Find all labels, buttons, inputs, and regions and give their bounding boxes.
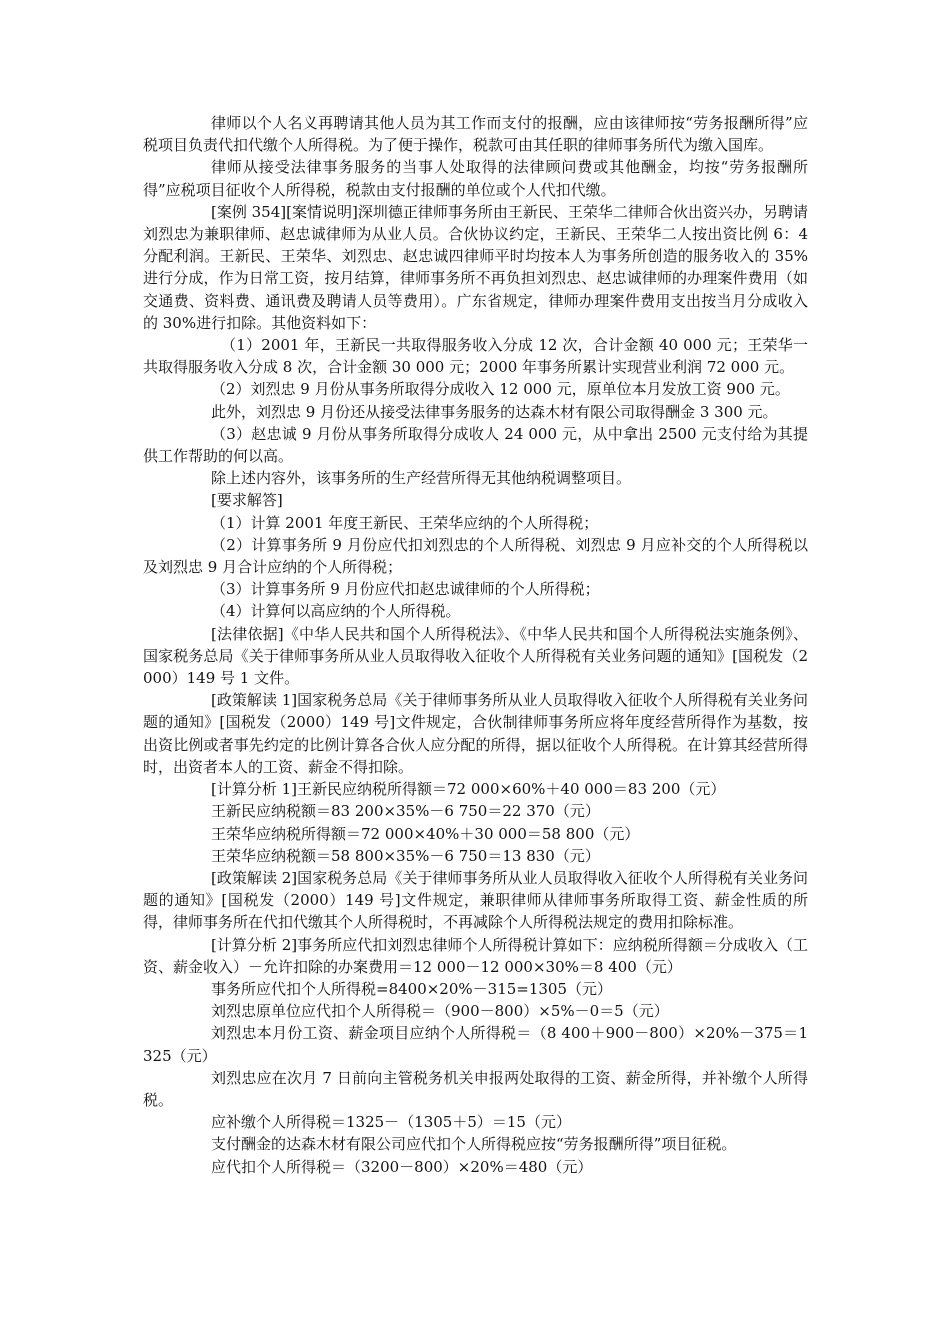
calculation-line: 王新民应纳税额＝83 200×35%－6 750＝22 370（元） [211, 802, 600, 821]
calculation-line: [计算分析 1]王新民应纳税所得额＝72 000×60%＋40 000＝83 200（元） [211, 780, 726, 799]
calculation-line: 事务所应代扣个人所得税=8400×20%－315=1305（元） [211, 979, 613, 998]
section-heading: [要求解答] [211, 491, 283, 510]
calculation-line: 王荣华应纳税所得额＝72 000×40%＋30 000＝58 800（元） [211, 824, 640, 843]
case-description-paragraph: [案例 354][案情说明]深圳德正律师事务所由王新民、王荣华二律师合伙出资兴办，另聘请刘烈忠为兼职律师、赵忠诚律师为从业人员。合伙协议约定，王新民、王荣华二人按出资比例 6：4 分配利润。王新民、王荣华、刘烈忠、赵忠诚四律师平时均按本人为事务所创造的服务收入的 35%进行分成，作为日常工资，按月结算，律师事务所不再负担刘烈忠、赵忠诚律师的办理案件费用（如交通费、资料费、通讯费及聘请人员等费用）。广东省规定，律师办理案件费用支出按当月分成收入的 30%进行扣除。其他资料如下： [143, 202, 808, 332]
calculation-line: [计算分析 2]事务所应代扣刘烈忠律师个人所得税计算如下：应纳税所得额＝分成收入（工资、薪金收入）－允许扣除的办案费用＝12 000－12 000×30%＝8 400（元） [143, 935, 808, 976]
paragraph: （3）赵忠诚 9 月份从事务所取得分成收人 24 000 元，从中拿出 2500 元支付给为其提供工作帮助的何以高。 [143, 424, 808, 466]
question-item: （2）计算事务所 9 月份应代扣刘烈忠的个人所得税、刘烈忠 9 月应补交的个人所得税以及刘烈忠 9 月合计应纳的个人所得税； [143, 535, 808, 577]
calculation-line: 王荣华应纳税额＝58 800×35%－6 750＝13 830（元） [211, 846, 600, 865]
paragraph: （1）2001 年，王新民一共取得服务收入分成 12 次，合计金额 40 000 元；王荣华一共取得服务收入分成 8 次，合计金额 30 000 元；2000 年事务所累计实现营业利润 72 000 元。 [143, 336, 808, 377]
question-item: （1）计算 2001 年度王新民、王荣华应纳的个人所得税； [211, 513, 599, 532]
legal-basis-paragraph: [法律依据]《中华人民共和国个人所得税法》、《中华人民共和国个人所得税法实施条例》、国家税务总局《关于律师事务所从业人员取得收入征收个人所得税有关业务问题的通知》[国税发（2000）149 号 1 文件。 [143, 624, 808, 688]
policy-interpretation-paragraph: [政策解读 2]国家税务总局《关于律师事务所从业人员取得收入征收个人所得税有关业务问题的通知》[国税发（2000）149 号]文件规定，兼职律师从律师事务所取得工资、薪金性质的所得，律师事务所在代扣代缴其个人所得税时，不再减除个人所得税法规定的费用扣除标准。 [143, 868, 808, 932]
calculation-line: 应补缴个人所得税＝1325－（1305＋5）＝15（元） [211, 1113, 571, 1132]
paragraph: 除上述内容外，该事务所的生产经营所得无其他纳税调整项目。 [211, 469, 632, 488]
paragraph: 支付酬金的达森木材有限公司应代扣个人所得税应按“劳务报酬所得”项目征税。 [211, 1135, 737, 1154]
question-item: （4）计算何以高应纳的个人所得税。 [211, 602, 461, 621]
paragraph: （2）刘烈忠 9 月份从事务所取得分成收入 12 000 元，原单位本月发放工资 900 元。 [211, 380, 790, 399]
policy-interpretation-paragraph: [政策解读 1]国家税务总局《关于律师事务所从业人员取得收入征收个人所得税有关业务问题的通知》[国税发（2000）149 号]文件规定，合伙制律师事务所应将年度经营所得作为基数，按出资比例或者事先约定的比例计算各合伙人应分配的所得，据以征收个人所得税。在计算其经营所得时，出资者本人的工资、薪金不得扣除。 [143, 691, 808, 776]
paragraph: 律师以个人名义再聘请其他人员为其工作而支付的报酬，应由该律师按“劳务报酬所得”应税项目负责代扣代缴个人所得税。为了便于操作，税款可由其任职的律师事务所代为缴入国库。 [143, 114, 808, 155]
question-item: （3）计算事务所 9 月份应代扣赵忠诚律师的个人所得税； [211, 580, 600, 599]
calculation-line: 刘烈忠本月份工资、薪金项目应纳个人所得税＝（8 400＋900－800）×20%－375＝1 325（元） [143, 1024, 808, 1065]
document-body [143, 112, 808, 1178]
paragraph: 刘烈忠应在次月 7 日前向主管税务机关申报两处取得的工资、薪金所得，并补缴个人所得税。 [143, 1068, 808, 1109]
paragraph: 律师从接受法律事务服务的当事人处取得的法律顾问费或其他酬金，均按“劳务报酬所得”应税项目征收个人所得税，税款由支付报酬的单位或个人代扣代缴。 [143, 158, 808, 199]
calculation-line: 刘烈忠原单位应代扣个人所得税＝（900－800）×5%－0＝5（元） [211, 1002, 669, 1021]
paragraph: 此外，刘烈忠 9 月份还从接受法律事务服务的达森木材有限公司取得酬金 3 300 元。 [211, 402, 778, 421]
calculation-line: 应代扣个人所得税＝（3200－800）×20%＝480（元） [211, 1157, 593, 1176]
